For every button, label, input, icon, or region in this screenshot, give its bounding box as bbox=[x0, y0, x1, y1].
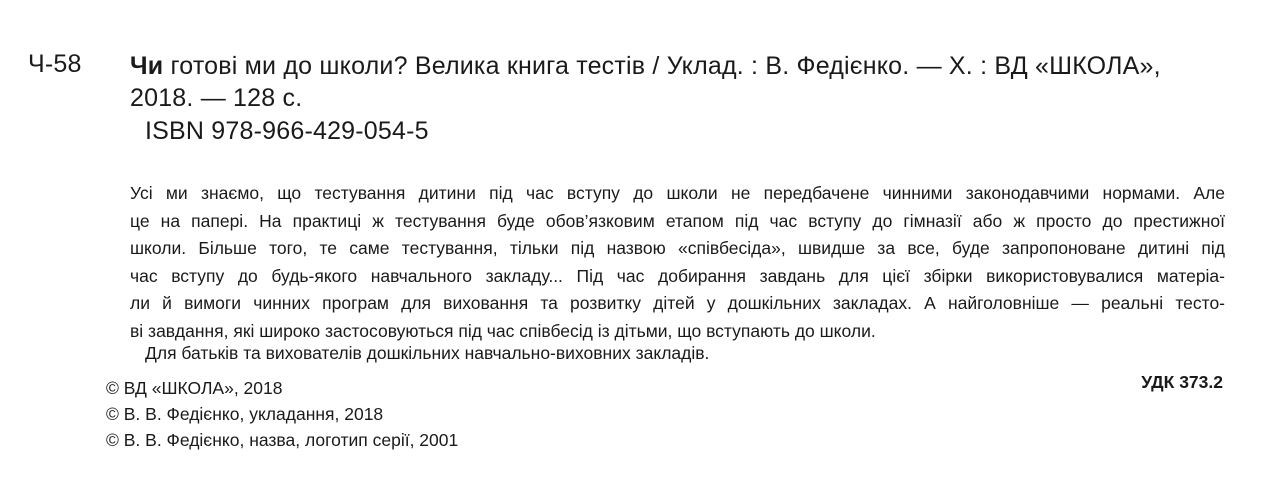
audience-note: Для батьків та вихователів дошкільних навчально-виховних закладів. bbox=[145, 343, 710, 363]
annotation-line: школи. Більше того, те саме тестування, тільки під назвою «співбесіда», швидше за все, буде запропоноване дитині під bbox=[130, 238, 1225, 258]
annotation-line: ли й вимоги чинних програм для виховання та розвитку дітей у дошкільних закладах. А найголовніше — реальні тесто- bbox=[130, 293, 1225, 313]
bibliographic-line-2: 2018. — 128 с. bbox=[130, 84, 303, 112]
bibliographic-record bbox=[130, 50, 1240, 114]
copyright-line: © В. В. Федієнко, назва, логотип серії, 2001 bbox=[106, 430, 459, 450]
bibliographic-line-1 bbox=[130, 50, 1240, 82]
udk-code: УДК 373.2 bbox=[1141, 372, 1223, 392]
copyright-list bbox=[106, 375, 458, 453]
copyright-line: © В. В. Федієнко, укладання, 2018 bbox=[106, 404, 384, 424]
isbn-number: ISBN 978-966-429-054-5 bbox=[145, 117, 429, 145]
annotation-line: Усі ми знаємо, що тестування дитини під час вступу до школи не передбачене чинними законодавчими нормами. Але bbox=[130, 183, 1225, 203]
annotation-line: це на папері. На практиці ж тестування буде обов’язковим етапом під час вступу до гімназії або ж просто до престижної bbox=[130, 210, 1225, 231]
annotation-line: час вступу до будь-якого навчального закладу... Під час добирання завдань для цієї збірки використовувалися матеріа- bbox=[130, 265, 1225, 286]
title-lead-word: Чи bbox=[130, 52, 164, 80]
annotation-text bbox=[130, 180, 1225, 345]
copyright-line: © ВД «ШКОЛА», 2018 bbox=[106, 378, 283, 398]
bibliographic-line-1-rest: готові ми до школи? Велика книга тестів / Уклад. : В. Федієнко. — Х. : ВД «ШКОЛА», bbox=[163, 52, 1161, 80]
catalog-code: Ч-58 bbox=[28, 50, 82, 78]
annotation-line: ві завдання, які широко застосовуються під час співбесід із дітьми, що вступають до школи. bbox=[130, 320, 876, 341]
